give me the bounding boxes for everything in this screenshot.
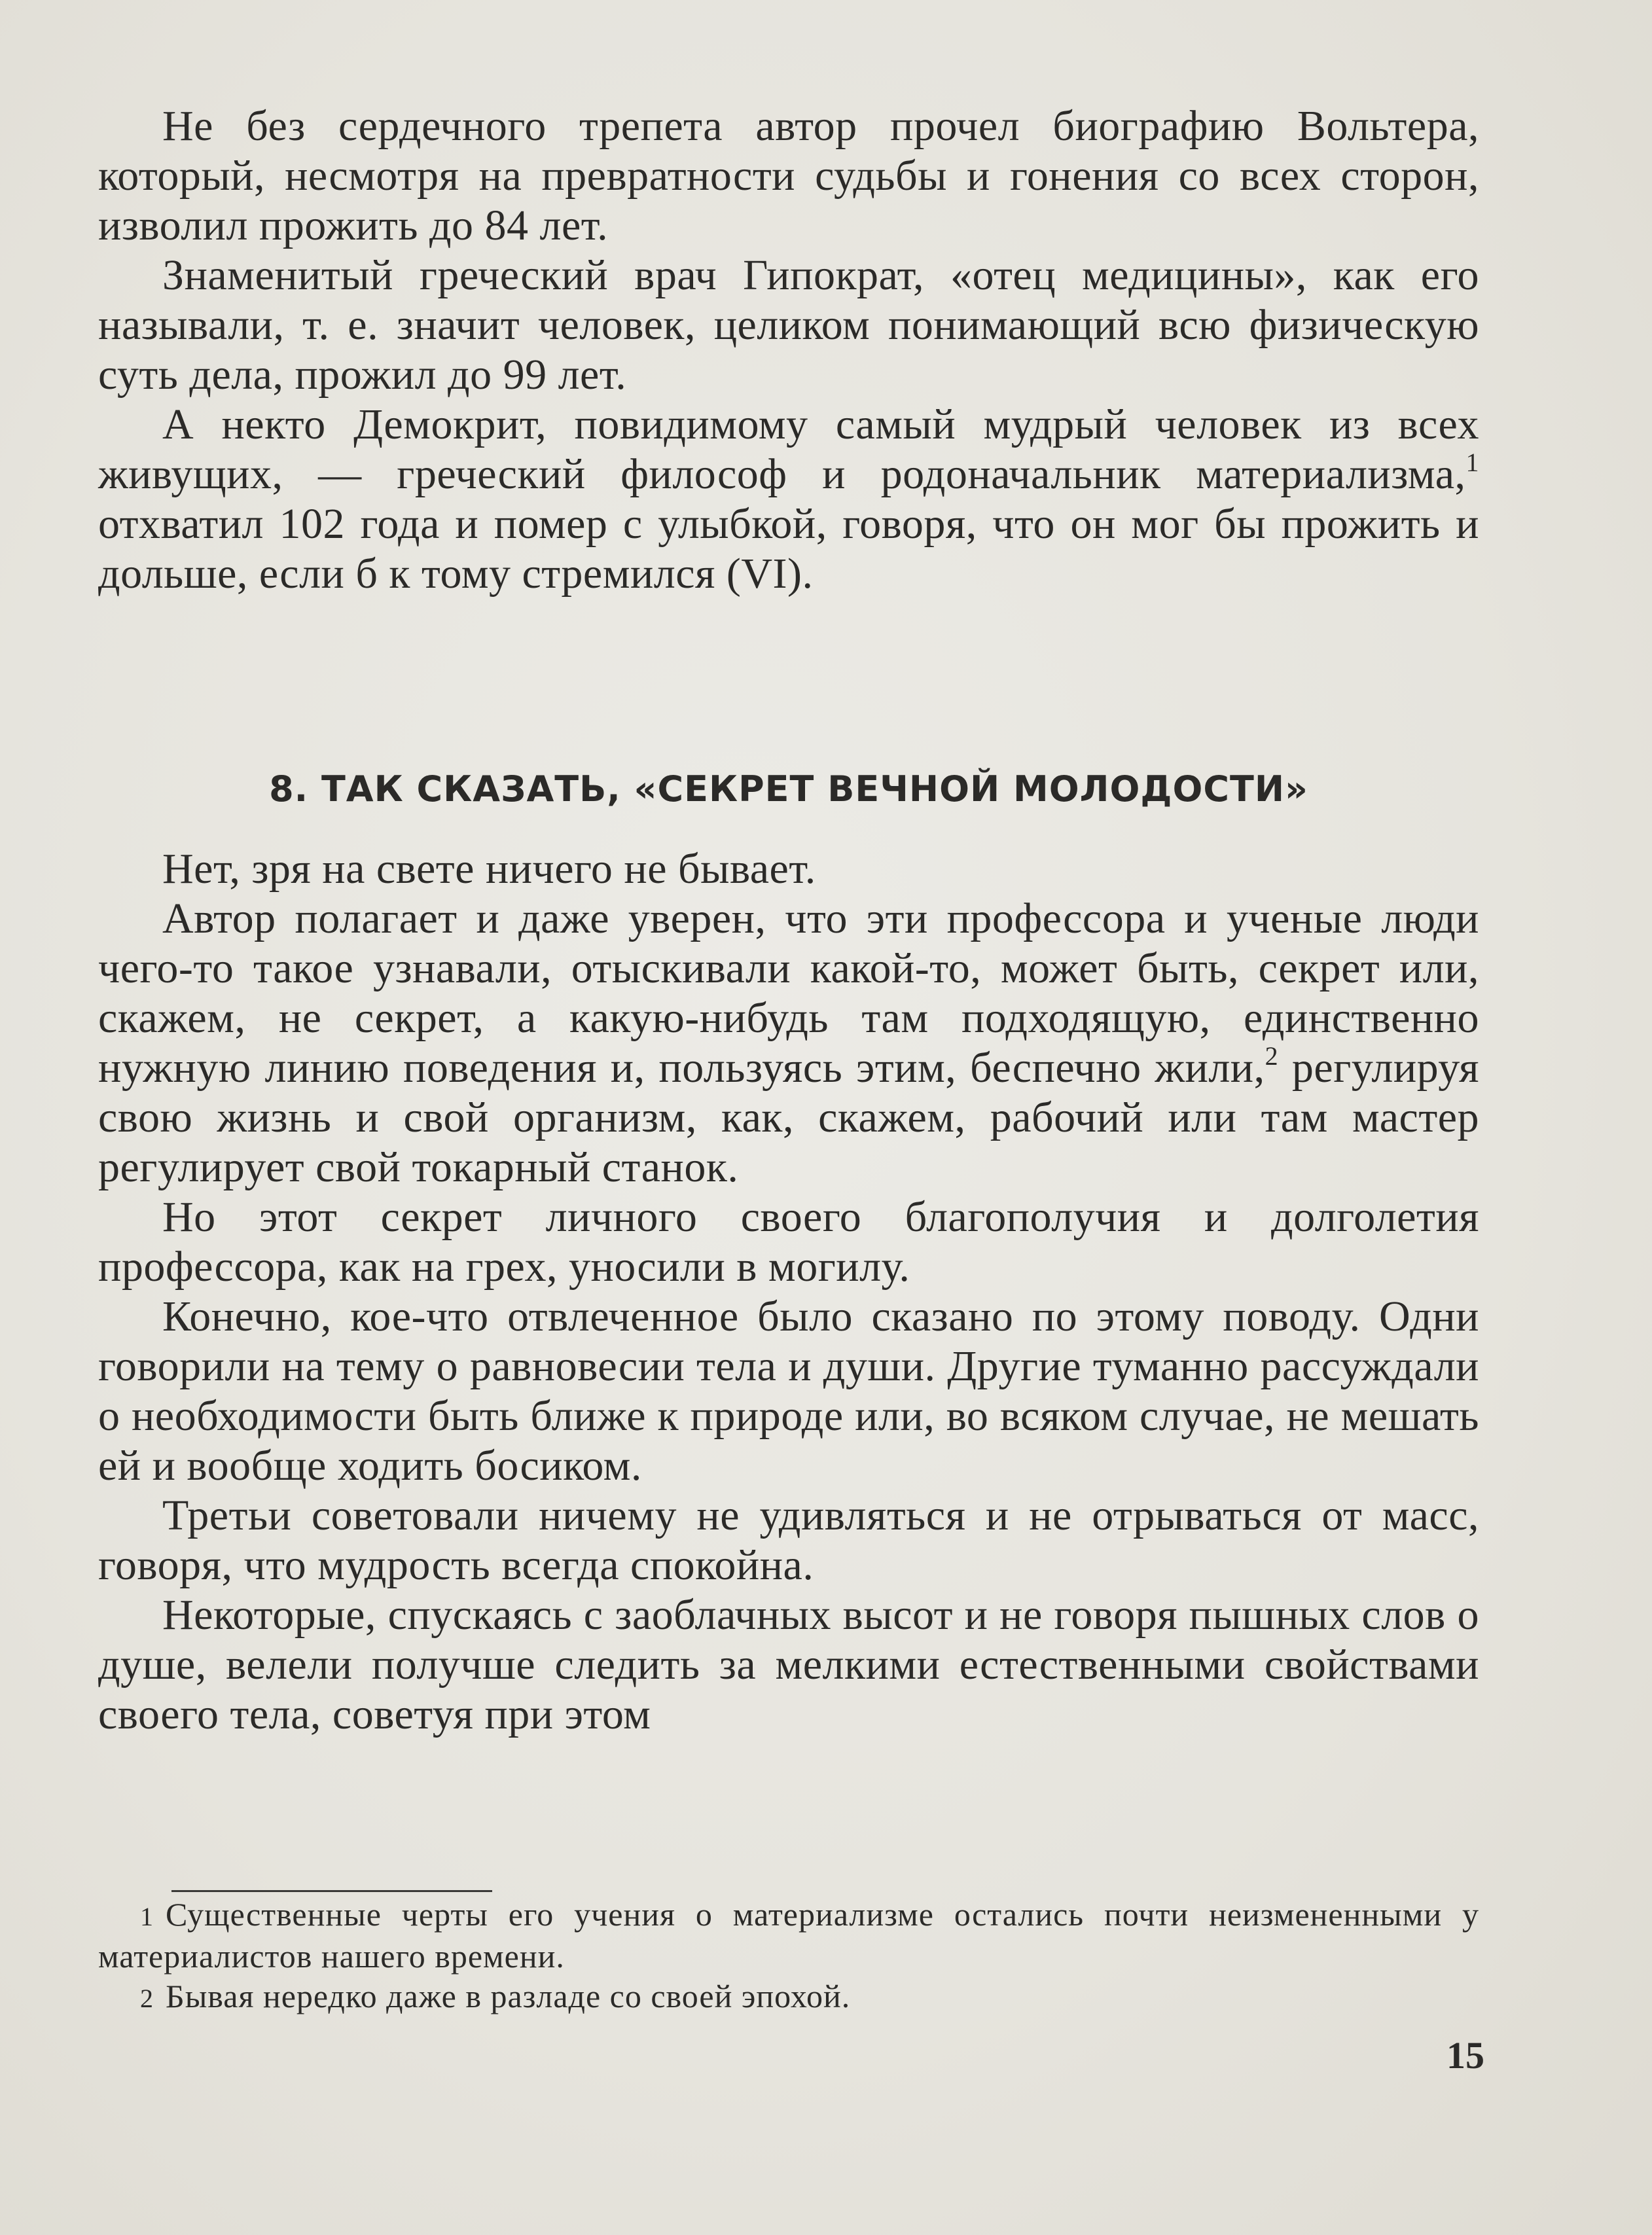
- footnote-1-text: Существенные черты его учения о материализме остались почти неизмененными у материалистов нашего времени.: [98, 1896, 1479, 1975]
- footnote-2: [41, 1976, 1479, 2018]
- paragraph-secret-to-grave: Но этот секрет личного своего благополучия и долголетия профессора, как на грех, уносили в могилу.: [98, 1193, 1479, 1291]
- footnote-ref-1[interactable]: 1: [1465, 448, 1479, 477]
- footnote-ref-2[interactable]: 2: [1265, 1041, 1279, 1071]
- paragraph-some-advice: Некоторые, спускаясь с заоблачных высот и не говоря пышных слов о душе, велели получше следить за мелкими естественными свойствами своего тела, советуя при этом: [98, 1591, 1479, 1738]
- footnote-1-number: 1: [140, 1902, 154, 1931]
- paragraph-democritus: [98, 400, 1479, 599]
- paragraph-third-advice: Третьи советовали ничему не удивляться и не отрываться от масс, говоря, что мудрость всегда спокойна.: [98, 1492, 1479, 1589]
- paragraph-hippocrates: Знаменитый греческий врач Гипократ, «отец медицины», как его называли, т. е. значит человек, целиком понимающий всю физическую суть дела, прожил до 99 лет.: [98, 251, 1479, 399]
- page-number: 15: [1446, 2034, 1484, 2077]
- paragraph-author-believes-head: Автор полагает и даже уверен, что эти профессора и ученые люди чего-то такое узнавали, отыскивали какой-то, может быть, секрет или, скажем, не секрет, а какую-нибудь там подходящую, единственно нужную линию поведения и, пользуясь этим, беспечно жили,: [98, 895, 1479, 1092]
- paragraph-nothing-in-vain: Нет, зря на свете ничего не бывает.: [162, 845, 816, 893]
- paragraph-abstract-advice: Конечно, кое-что отвлеченное было сказано по этому поводу. Одни говорили на тему о равновесии тела и души. Другие туманно рассуждали о необходимости быть ближе к природе или, во всяком случае, не мешать ей и вообще ходить босиком.: [98, 1293, 1479, 1490]
- footnote-2-text: Бывая нередко даже в разладе со своей эпохой.: [166, 1978, 851, 2014]
- paragraph-democritus-head: А некто Демокрит, повидимому самый мудрый человек из всех живущих, — греческий философ и родоначальник материализма,: [98, 401, 1479, 498]
- footnote-divider: [171, 1890, 492, 1892]
- paragraph-democritus-tail: отхватил 102 года и помер с улыбкой, говоря, что он мог бы прожить и дольше, если б к тому стремился (VI).: [98, 500, 1479, 598]
- top-text-block: [98, 101, 1479, 599]
- paragraph-voltaire: Не без сердечного трепета автор прочел биографию Вольтера, который, несмотря на превратности судьбы и гонения со всех сторон, изволил прожить до 84 лет.: [98, 102, 1479, 249]
- section-heading: 8. ТАК СКАЗАТЬ, «СЕКРЕТ ВЕЧНОЙ МОЛОДОСТИ»: [269, 768, 1308, 810]
- paragraph-author-believes-tail: регулируя свою жизнь и свой организм, как, скажем, рабочий или там мастер регулирует свой токарный станок.: [98, 1044, 1479, 1191]
- footnote-2-number: 2: [140, 1984, 154, 2013]
- section-text-block: [98, 844, 1479, 1740]
- footnotes: [98, 1895, 1479, 2018]
- paragraph-author-believes: [98, 894, 1479, 1192]
- footnote-1: [41, 1895, 1479, 1976]
